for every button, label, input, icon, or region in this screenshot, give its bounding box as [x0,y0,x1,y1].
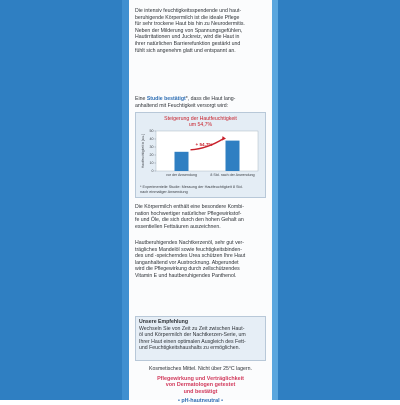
intro-paragraph [135,8,266,54]
study-text: *, dass die Haut lang- [185,96,236,102]
footnote-line: nach einmaliger Anwendung [140,189,188,194]
body-line: fe und Öle, die sich durch den hohen Gehalt an [135,217,244,224]
intro-line: Neben der Milderung von Spannungsgefühlen, [135,27,243,34]
increase-annotation: + 54,7% [195,141,213,147]
y-axis-label: Hautfeuchtigkeit in [a.u.] [141,133,145,169]
body-line: des und -speicherndes Urea schützen Ihre Haut [135,253,246,260]
chart-title: Steigerung der Hautfeuchtigkeit [164,116,237,122]
recommendation-line: Wechseln Sie von Zeit zu Zeit zwischen Haut- [139,325,245,332]
intro-line: Die intensiv feuchtigkeitsspendende und haut- [135,8,242,14]
ingredients-paragraph [135,204,266,230]
claim-line: von Dermatologen getestet [165,382,236,389]
body-line: wird die Pflegewirkung durch zellschützendes [135,266,240,273]
study-sentence [135,96,266,109]
chart-bar [175,152,189,171]
body-line: nation hochwertiger natürlicher Pflegewirkstof- [135,210,242,217]
claim-line: Pflegewirkung und Verträglichkeit [157,376,244,382]
y-tick-label: 40 [149,137,154,142]
y-tick-label: 30 [149,145,154,150]
study-text: Eine [135,96,147,102]
package-text-panel [129,0,272,404]
oils-paragraph [135,240,266,280]
intro-line: beruhigende Körpermilch ist die ideale Pflege [135,14,240,21]
moisture-chart [136,113,267,183]
recommendation-title: Unsere Empfehlung [139,319,189,325]
recommendation-line: Ihrer Haut einen optimalen Ausgleich des Fett- [139,338,246,345]
footnote-line: * Experimentelle Studie: Messung der Hautfeuchtigkeit 8 Std. [140,185,243,189]
recommendation-line: öl und Körpermilch der Nachtkerzen-Serie, um [139,332,246,339]
box-side-left [0,0,129,400]
y-tick-label: 10 [149,161,154,166]
intro-line: für sehr trockene Haut bis hin zu Neurodermitis. [135,21,245,28]
x-category-label: vor der Anwendung [166,173,197,177]
chart-footnote [140,185,264,194]
intro-line: Hautirritationen und Juckreiz, wird die Haut in [135,34,240,41]
chart-box [135,112,266,198]
body-line: Die Körpermilch enthält eine besondere Kombi- [135,204,244,210]
intro-line: ihrer natürlichen Barrierefunktion gestärkt und [135,40,241,47]
chart-plot-area [156,131,258,171]
recommendation-line: und Feuchtigkeitshaushalts zu ermöglichen. [139,345,240,352]
box-edge-right [272,0,278,400]
intro-line: fühlt sich angenehm glatt und entspannt an. [135,47,236,54]
y-tick-label: 0 [151,169,154,174]
y-tick-label: 50 [149,129,154,134]
chart-subtitle: um 54,7% [188,122,213,128]
body-line: essentiellen Fettsäuren auszeichnen. [135,223,221,230]
recommendation-box [135,316,266,361]
body-line: trägliches Mandelöl sowie feuchtigkeitsbinden- [135,246,242,253]
box-edge-left [122,0,129,400]
ph-neutral-label: • pH-hautneutral • [177,398,224,404]
body-line: Hautberuhigendes Nachtkerzenöl, sehr gut ver- [135,240,244,246]
y-tick-label: 20 [149,153,154,158]
box-side-right [272,0,400,400]
study-text: anhaltend mit Feuchtigkeit versorgt wird: [135,102,229,109]
body-line: Vitamin E und hautberuhigendes Panthenol. [135,272,237,279]
cosmetic-note: Kosmetisches Mittel. Nicht über 25°C lagern. [149,366,252,372]
study-highlight: Studie bestätigt [146,96,186,102]
chart-bar [226,141,240,171]
dermatologist-claim [135,376,266,395]
x-category-label: 8 Std. nach der Anwendung [210,173,255,177]
claim-line: und bestätigt [183,388,218,395]
body-line: langanhaltend vor Austrocknung. Abgerundet [135,259,239,266]
